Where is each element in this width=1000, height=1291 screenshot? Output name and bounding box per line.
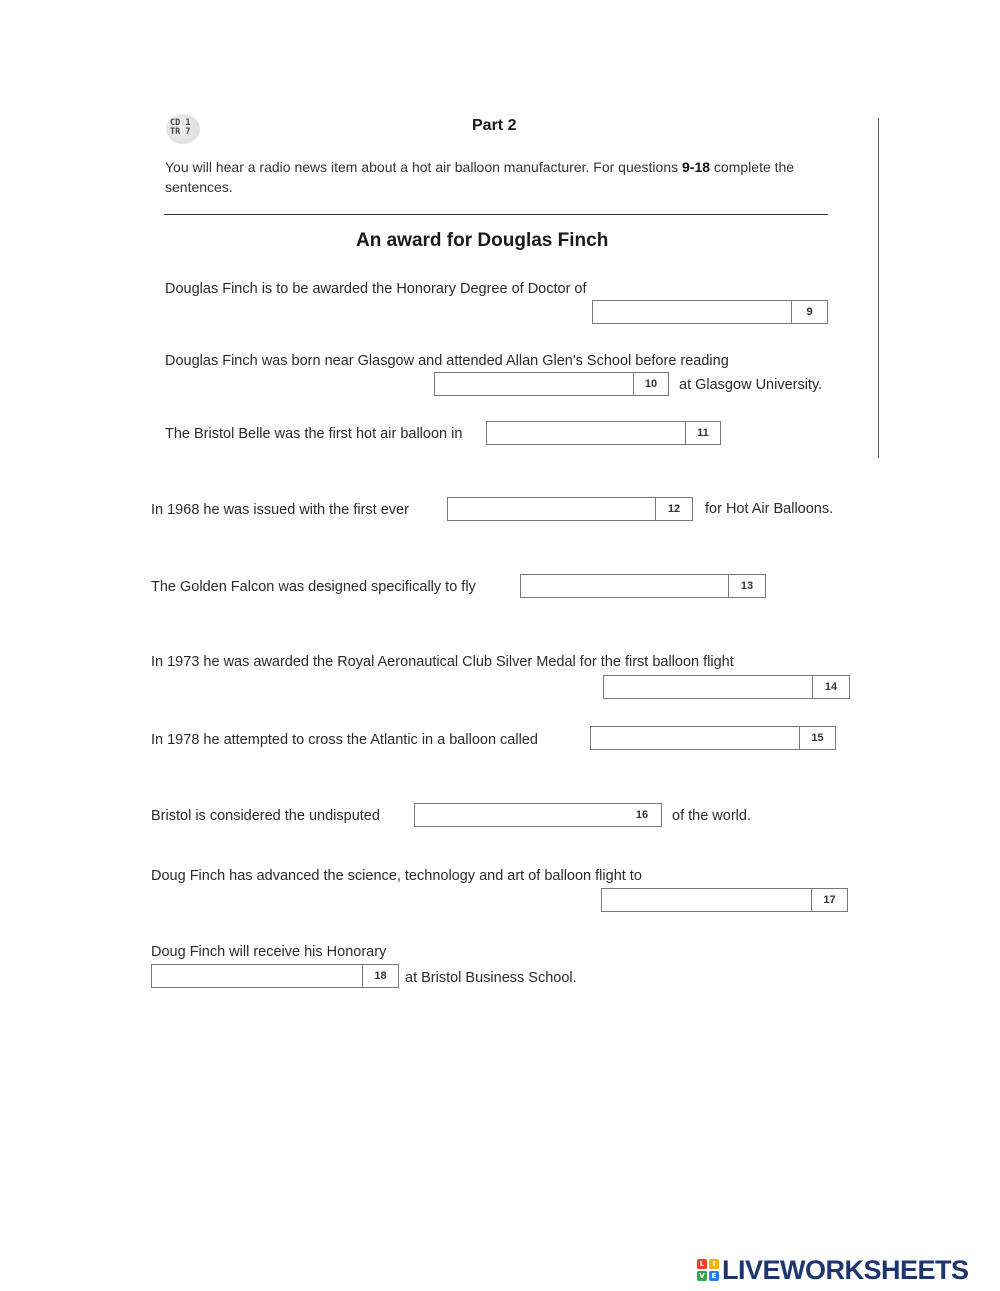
answer-box-16	[414, 803, 662, 827]
answer-input-15[interactable]	[591, 727, 801, 749]
question-10-text: Douglas Finch was born near Glasgow and attended Allan Glen's School before reading	[165, 353, 729, 369]
question-14-text: In 1973 he was awarded the Royal Aeronautical Club Silver Medal for the first balloon flight	[151, 654, 734, 670]
question-number-12: 12	[655, 498, 692, 520]
question-number-9: 9	[791, 301, 827, 323]
answer-input-17[interactable]	[602, 889, 813, 911]
answer-input-9[interactable]	[593, 301, 793, 323]
logo-letter-l: L	[697, 1259, 707, 1269]
question-16-text: Bristol is considered the undisputed	[151, 808, 380, 824]
answer-box-15	[590, 726, 836, 750]
question-number-17: 17	[811, 889, 847, 911]
answer-input-16[interactable]	[415, 804, 625, 826]
page-title: An award for Douglas Finch	[356, 230, 609, 251]
cd-track-icon	[166, 114, 200, 144]
instructions-text-end: complete the sentences.	[165, 159, 795, 195]
liveworksheets-logo	[697, 1255, 969, 1285]
answer-box-13	[520, 574, 766, 598]
question-number-11: 11	[685, 422, 720, 444]
divider	[164, 214, 828, 215]
answer-box-18	[151, 964, 399, 988]
instructions-text: You will hear a radio news item about a hot air balloon manufacturer. For questions	[165, 159, 683, 175]
question-13-text: The Golden Falcon was designed specifically to fly	[151, 579, 476, 595]
question-number-15: 15	[799, 727, 835, 749]
question-number-16: 16	[635, 809, 649, 821]
logo-text: LIVEWORKSHEETS	[722, 1254, 969, 1285]
question-11-text: The Bristol Belle was the first hot air balloon in	[165, 426, 463, 442]
question-15-text: In 1978 he attempted to cross the Atlantic in a balloon called	[151, 732, 538, 748]
question-range: 9-18	[682, 159, 711, 175]
logo-letter-v: V	[697, 1271, 707, 1281]
answer-box-11	[486, 421, 721, 445]
instructions	[165, 157, 835, 197]
logo-letter-i: I	[709, 1259, 719, 1269]
question-18-text: Doug Finch will receive his Honorary	[151, 944, 387, 960]
answer-input-18[interactable]	[152, 965, 364, 987]
question-16-after: of the world.	[672, 808, 751, 824]
answer-box-14	[603, 675, 850, 699]
answer-box-12	[447, 497, 693, 521]
question-9-text: Douglas Finch is to be awarded the Honorary Degree of Doctor of	[165, 281, 587, 297]
cd-label: CD 1	[170, 118, 191, 128]
question-12-after: for Hot Air Balloons.	[705, 501, 834, 517]
answer-input-14[interactable]	[604, 676, 814, 698]
answer-input-13[interactable]	[521, 575, 730, 597]
logo-icon	[697, 1259, 719, 1281]
answer-box-17	[601, 888, 848, 912]
question-number-18: 18	[362, 965, 398, 987]
answer-box-9	[592, 300, 828, 324]
answer-input-10[interactable]	[435, 373, 635, 395]
track-label: TR 7	[170, 127, 191, 137]
margin-line	[878, 118, 879, 458]
question-17-text: Doug Finch has advanced the science, technology and art of balloon flight to	[151, 868, 642, 884]
question-12-text: In 1968 he was issued with the first ever	[151, 502, 409, 518]
question-number-10: 10	[633, 373, 668, 395]
question-number-14: 14	[812, 676, 849, 698]
answer-box-10	[434, 372, 669, 396]
question-10-after: at Glasgow University.	[679, 377, 823, 393]
question-number-13: 13	[728, 575, 765, 597]
question-18-after: at Bristol Business School.	[405, 970, 577, 986]
logo-letter-e: E	[709, 1271, 719, 1281]
answer-input-11[interactable]	[487, 422, 687, 444]
answer-input-12[interactable]	[448, 498, 657, 520]
part-title: Part 2	[472, 117, 517, 134]
